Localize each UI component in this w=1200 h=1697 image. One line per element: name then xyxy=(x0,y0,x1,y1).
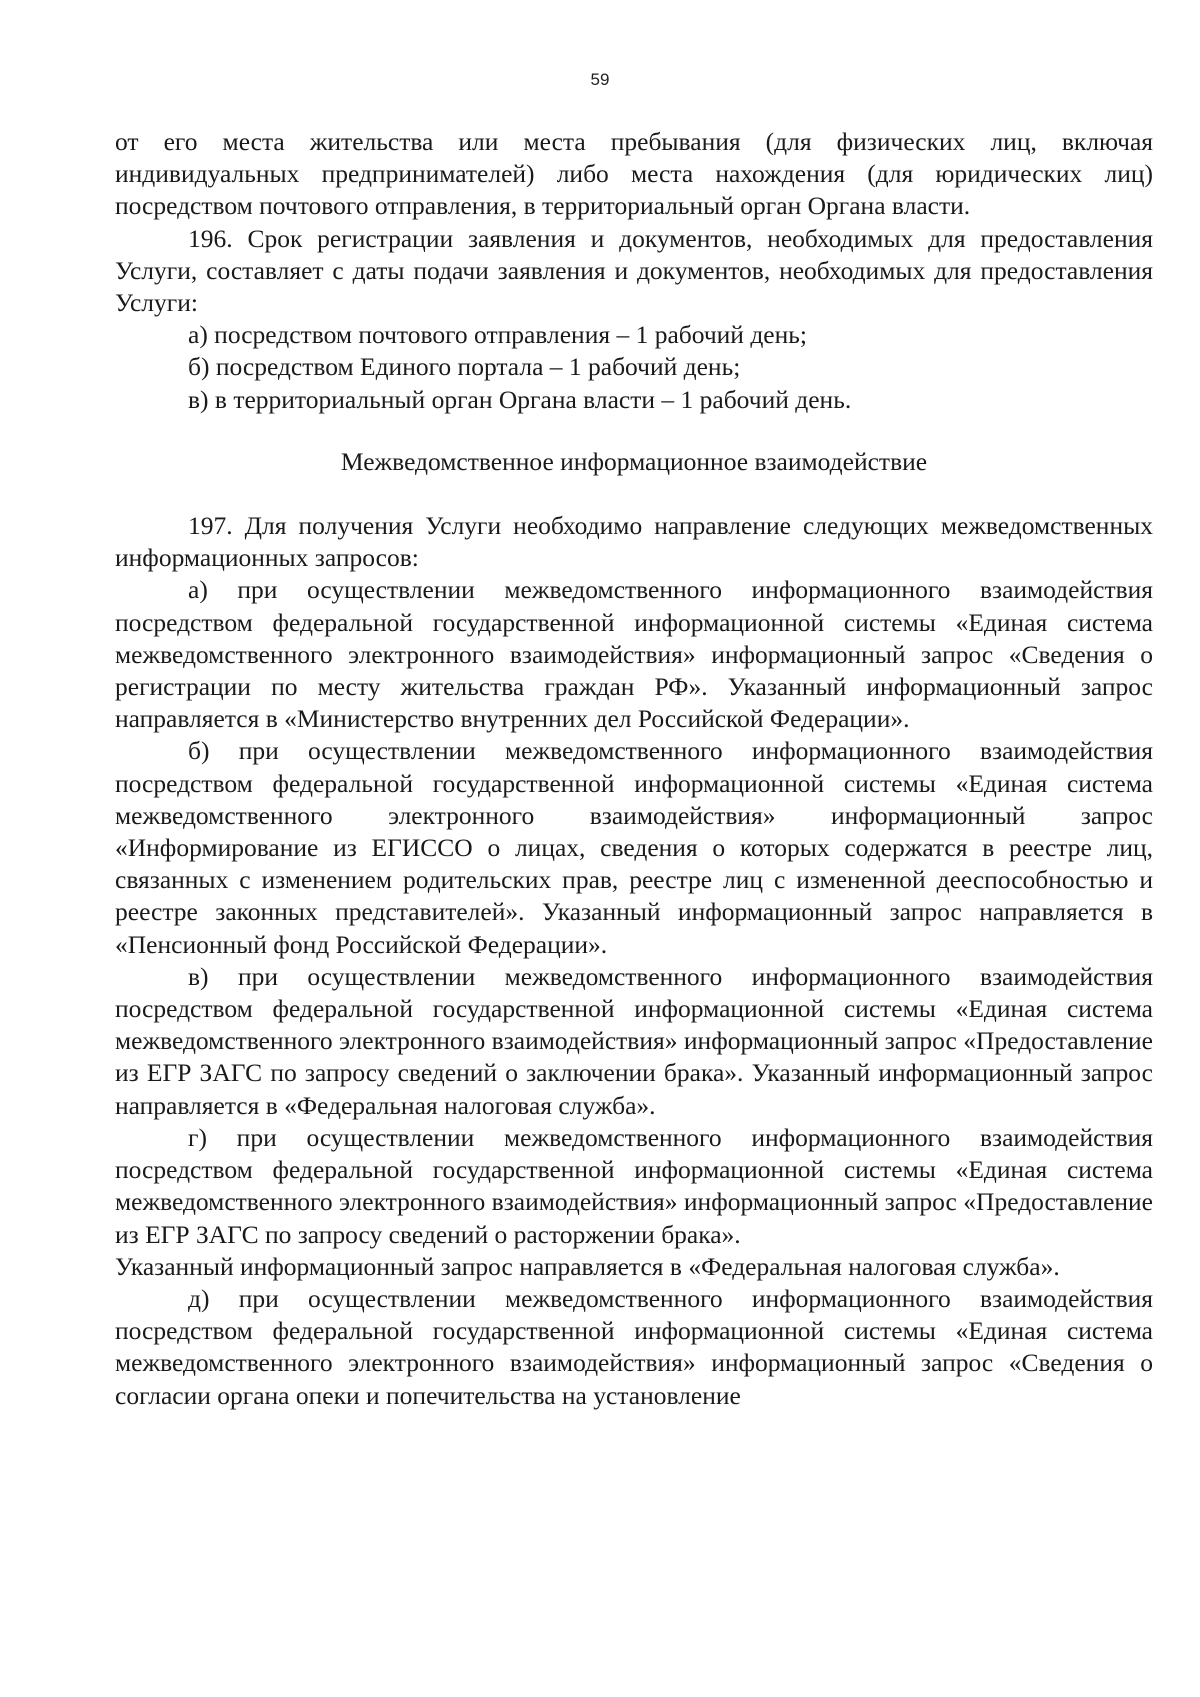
list-item-196-a: а) посредством почтового отправления – 1 рабочий день; xyxy=(188,320,807,350)
section-heading: Межведомственное информационное взаимодействие xyxy=(340,446,928,476)
list-item-197-a: а) при осуществлении межведомственного информационного взаимодействия посредством федеральной государственной информационной системы «Единая система межведомственного электронного взаимодействия» информационный запрос «Сведения о регистрации по месту жительства граждан РФ». Указанный информационный запрос направляется в «Министерство внутренних дел Российской Федерации». xyxy=(115,575,1153,734)
list-item-197-g: г) при осуществлении межведомственного информационного взаимодействия посредством федеральной государственной информационной системы «Единая система межведомственного электронного взаимодействия» информационный запрос «Предоставление из ЕГР ЗАГС по запросу сведений о расторжении брака». xyxy=(115,1122,1153,1249)
paragraph-197: 197. Для получения Услуги необходимо направление следующих межведомственных информационных запросов: xyxy=(115,511,1153,573)
list-item-197-v: в) при осуществлении межведомственного информационного взаимодействия посредством федеральной государственной информационной системы «Единая система межведомственного электронного взаимодействия» информационный запрос «Предоставление из ЕГР ЗАГС по запросу сведений о заключении брака». Указанный информационный запрос направляется в «Федеральная налоговая служба». xyxy=(115,961,1153,1120)
paragraph-196: 196. Срок регистрации заявления и документов, необходимых для предоставления Услуги, составляет с даты подачи заявления и документов, необходимых для предоставления Услуги: xyxy=(115,223,1153,318)
document-body xyxy=(115,126,1153,1412)
page-number: 59 xyxy=(590,70,610,89)
list-item-196-b: б) посредством Единого портала – 1 рабочий день; xyxy=(188,352,741,382)
paragraph-continuation: от его места жительства или места пребывания (для физических лиц, включая индивидуальных предпринимателей) либо места нахождения (для юридических лиц) посредством почтового отправления, в территориальный орган Органа власти. xyxy=(115,127,1153,221)
list-item-196-c: в) в территориальный орган Органа власти – 1 рабочий день. xyxy=(188,384,852,414)
list-item-197-b: б) при осуществлении межведомственного информационного взаимодействия посредством федеральной государственной информационной системы «Единая система межведомственного электронного взаимодействия» информационный запрос «Информирование из ЕГИССО о лицах, сведения о которых содержатся в реестре лиц, связанных с изменением родительских прав, реестре лиц с измененной дееспособностью и реестре законных представителей». Указанный информационный запрос направляется в «Пенсионный фонд Российской Федерации». xyxy=(115,736,1153,959)
list-item-197-g-tail: Указанный информационный запрос направляется в «Федеральная налоговая служба». xyxy=(115,1251,1060,1281)
list-item-197-d: д) при осуществлении межведомственного информационного взаимодействия посредством федеральной государственной информационной системы «Единая система межведомственного электронного взаимодействия» информационный запрос «Сведения о согласии органа опеки и попечительства на установление xyxy=(115,1283,1153,1410)
